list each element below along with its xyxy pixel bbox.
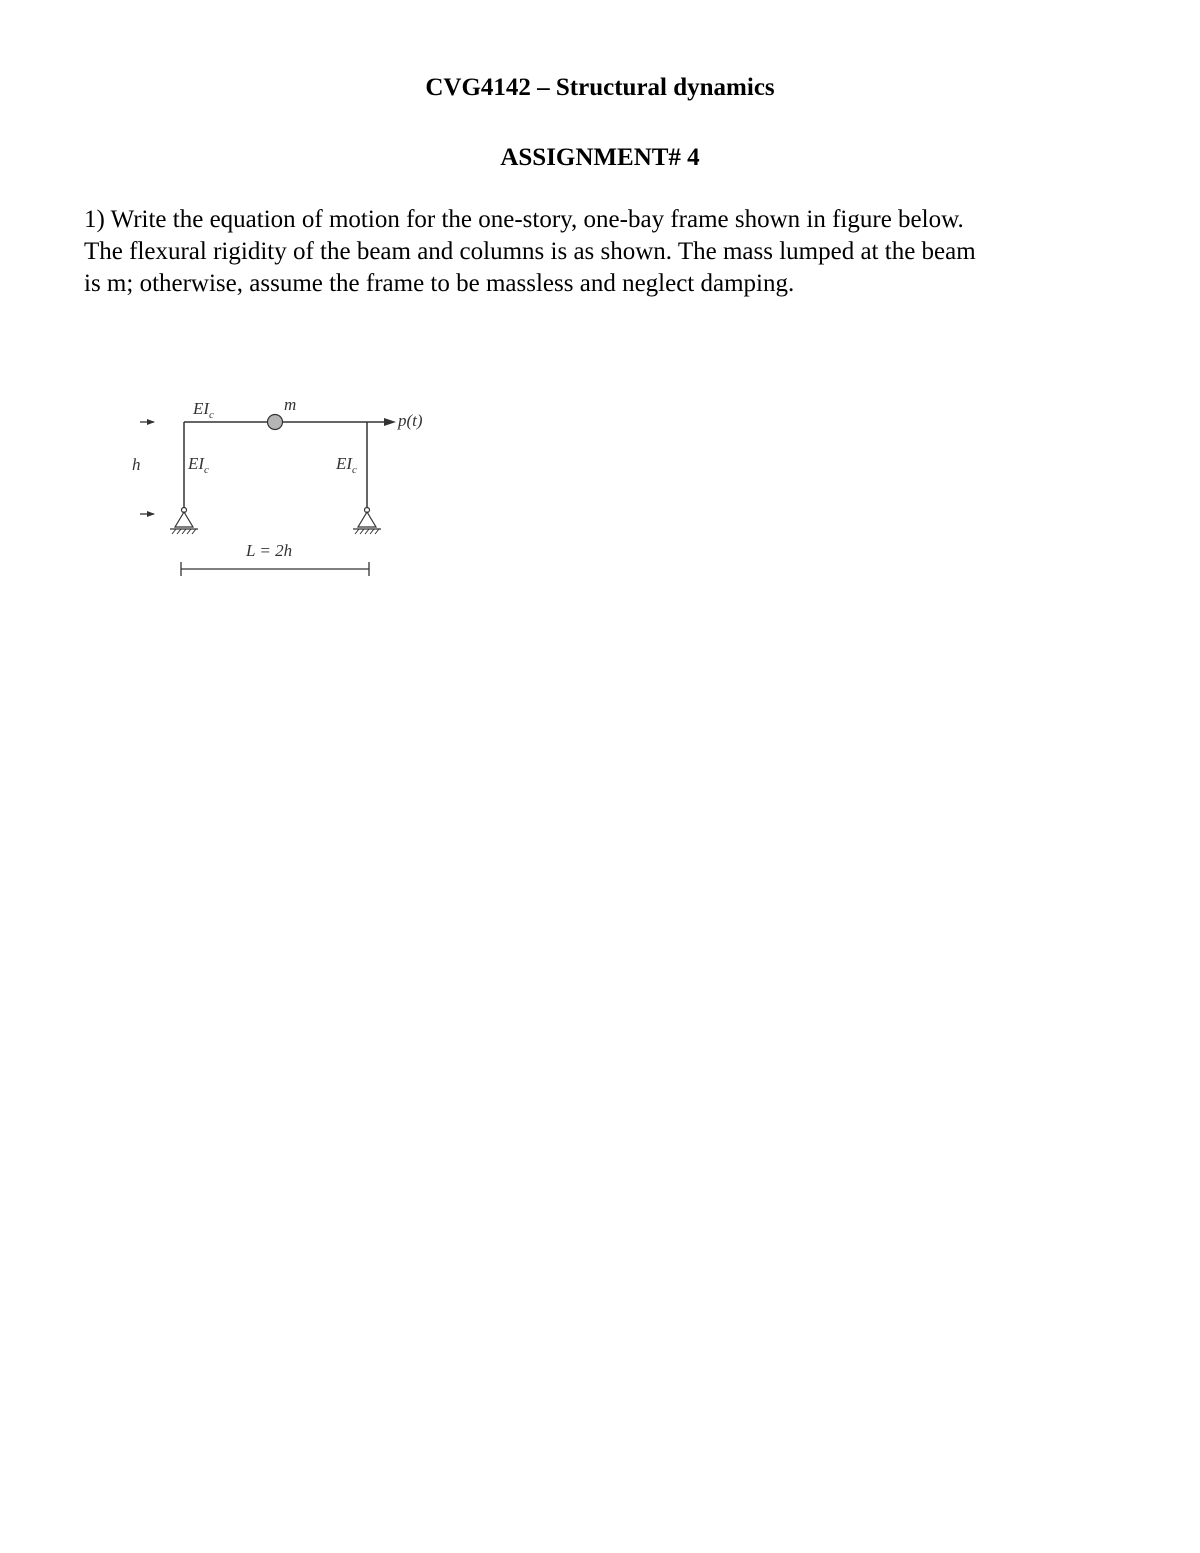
height-top-arrowhead	[147, 419, 155, 425]
load-label: p(t)	[398, 411, 423, 430]
question-1-line-1: 1) Write the equation of motion for the one-story, one-bay frame shown in figure below.	[84, 206, 964, 233]
frame-figure	[120, 390, 450, 590]
span-label: L = 2h	[246, 541, 293, 560]
load-arrowhead	[384, 418, 396, 426]
span-dimension	[181, 541, 369, 576]
question-1-line-3: is m; otherwise, assume the frame to be massless and neglect damping.	[84, 270, 795, 297]
assignment-title: ASSIGNMENT# 4	[500, 144, 700, 171]
question-1	[84, 204, 1084, 300]
right-ground-hatch	[355, 529, 379, 534]
right-pin-support	[353, 508, 381, 535]
frame-diagram	[120, 390, 450, 590]
left-ground-hatch	[172, 529, 196, 534]
right-support-triangle	[358, 512, 376, 527]
question-1-line-2: The flexural rigidity of the beam and columns is as shown. The mass lumped at the beam	[84, 238, 976, 265]
load-arrow	[367, 411, 423, 430]
course-title: CVG4142 – Structural dynamics	[425, 74, 775, 101]
right-column-stiffness-label: $EI_c$	[336, 454, 357, 476]
mass-label: m	[284, 395, 297, 414]
height-label: h	[132, 455, 141, 474]
height-dimension	[132, 419, 155, 517]
left-pin-support	[170, 508, 198, 535]
height-bottom-arrowhead	[147, 511, 155, 517]
left-column-stiffness-label: $EI_c$	[188, 454, 209, 476]
lumped-mass	[268, 415, 283, 430]
left-support-triangle	[175, 512, 193, 527]
beam-stiffness-label: $EI_c$	[193, 399, 214, 421]
